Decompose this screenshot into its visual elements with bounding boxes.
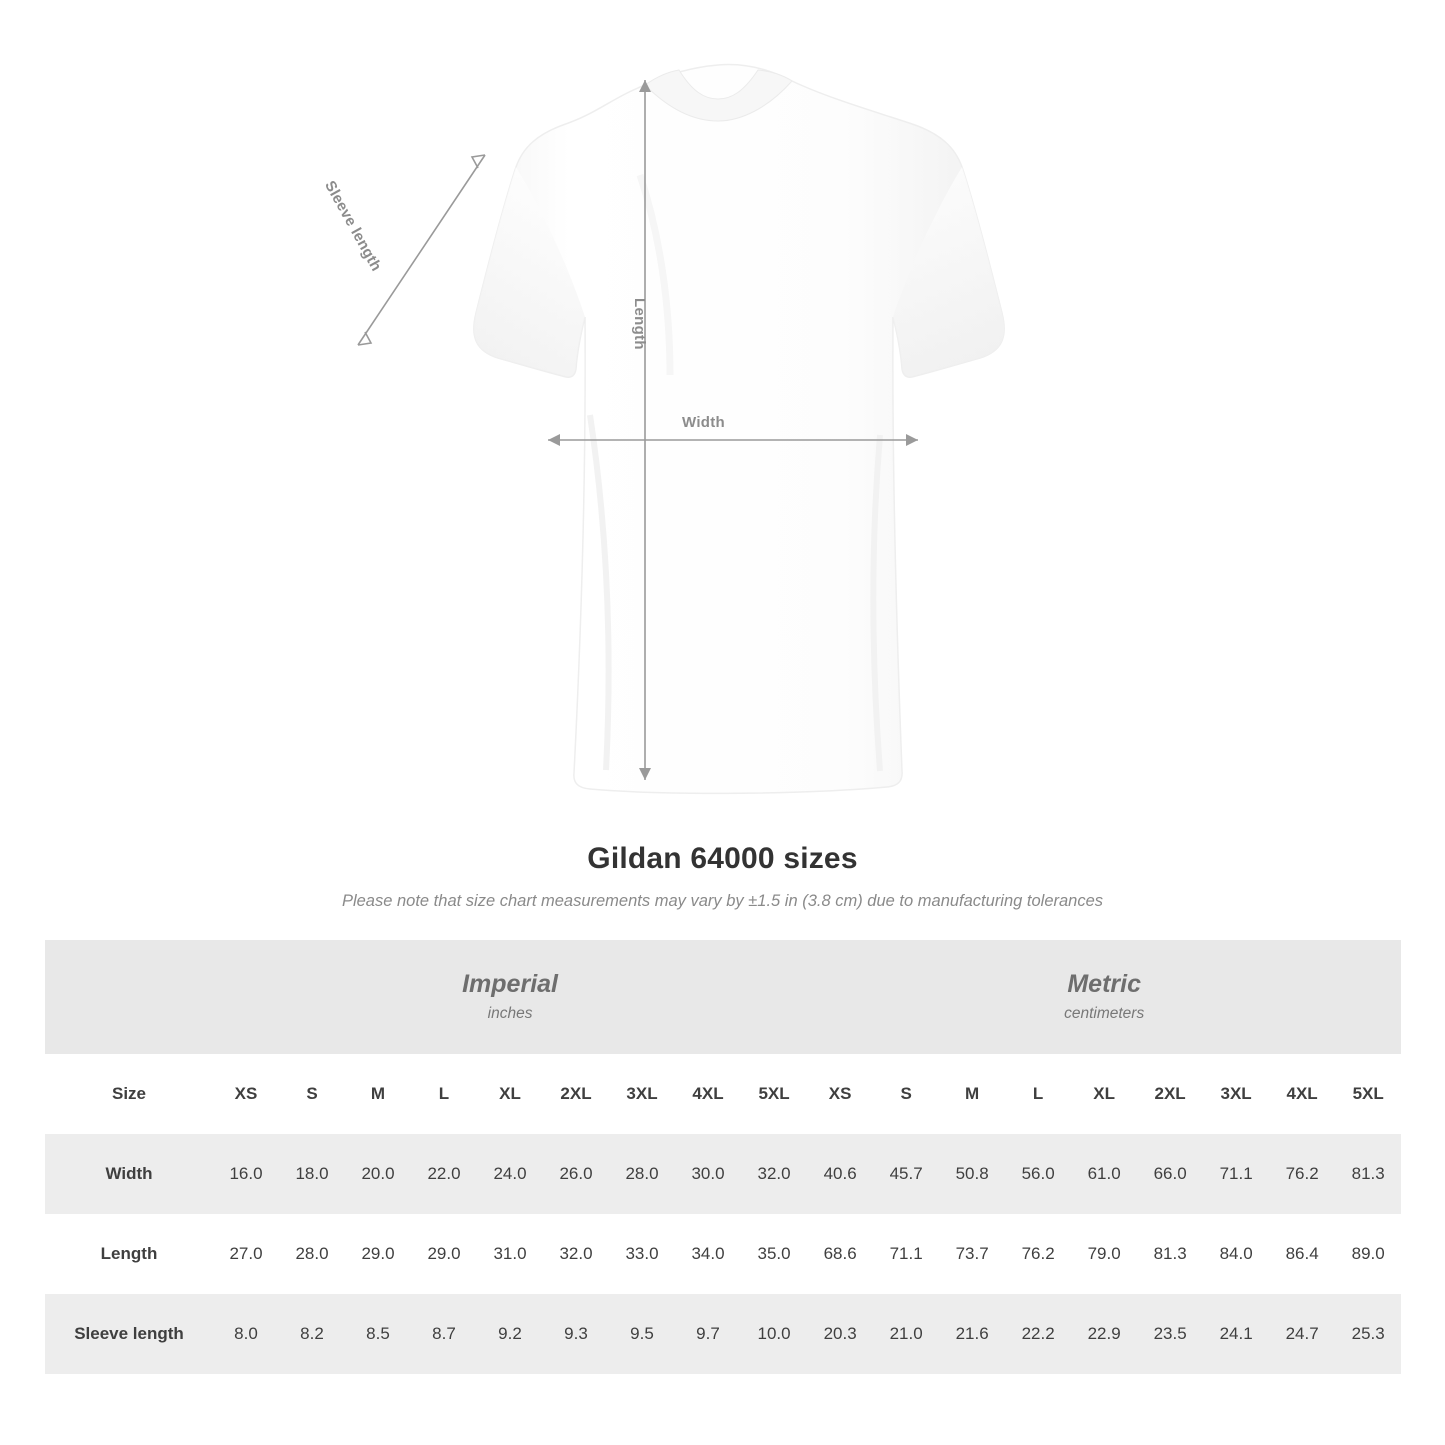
table-cell: 27.0 xyxy=(213,1214,279,1294)
table-cell: 24.1 xyxy=(1203,1294,1269,1374)
table-cell: 89.0 xyxy=(1335,1214,1401,1294)
tshirt-svg xyxy=(340,55,1100,815)
table-cell: 9.3 xyxy=(543,1294,609,1374)
table-cell: 8.5 xyxy=(345,1294,411,1374)
table-cell: 24.0 xyxy=(477,1134,543,1214)
table-cell: 86.4 xyxy=(1269,1214,1335,1294)
table-cell: 71.1 xyxy=(1203,1134,1269,1214)
table-cell: 34.0 xyxy=(675,1214,741,1294)
size-header-cell: 2XL xyxy=(543,1054,609,1134)
table-cell: 76.2 xyxy=(1005,1214,1071,1294)
table-cell: 73.7 xyxy=(939,1214,1005,1294)
size-header-cell: XS xyxy=(213,1054,279,1134)
size-header-cell: XS xyxy=(807,1054,873,1134)
size-header-row xyxy=(45,1054,1401,1134)
table-cell: 26.0 xyxy=(543,1134,609,1214)
size-header-cell: 3XL xyxy=(1203,1054,1269,1134)
page-title: Gildan 64000 sizes xyxy=(587,842,858,875)
table-row xyxy=(45,1214,1401,1294)
table-cell: 10.0 xyxy=(741,1294,807,1374)
size-table-wrapper xyxy=(45,940,1400,1374)
table-cell: 32.0 xyxy=(741,1134,807,1214)
table-cell: 81.3 xyxy=(1335,1134,1401,1214)
table-cell: 71.1 xyxy=(873,1214,939,1294)
table-cell: 66.0 xyxy=(1137,1134,1203,1214)
table-cell: 68.6 xyxy=(807,1214,873,1294)
unit-spacer-cell xyxy=(45,940,213,1054)
table-cell: 29.0 xyxy=(411,1214,477,1294)
table-cell: 50.8 xyxy=(939,1134,1005,1214)
table-cell: 21.6 xyxy=(939,1294,1005,1374)
table-cell: 9.2 xyxy=(477,1294,543,1374)
size-header-cell: S xyxy=(873,1054,939,1134)
metric-header-cell xyxy=(807,940,1401,1054)
table-cell: 16.0 xyxy=(213,1134,279,1214)
size-header-cell: XL xyxy=(477,1054,543,1134)
size-header-cell: 4XL xyxy=(675,1054,741,1134)
table-cell: 61.0 xyxy=(1071,1134,1137,1214)
title-block xyxy=(0,842,1445,911)
table-cell: 40.6 xyxy=(807,1134,873,1214)
table-row xyxy=(45,1294,1401,1374)
table-cell: 76.2 xyxy=(1269,1134,1335,1214)
table-cell: 20.0 xyxy=(345,1134,411,1214)
size-header-cell: S xyxy=(279,1054,345,1134)
width-label: Width xyxy=(682,414,726,431)
size-header-cell: 2XL xyxy=(1137,1054,1203,1134)
table-cell: 22.2 xyxy=(1005,1294,1071,1374)
metric-unit-name: Metric xyxy=(1067,969,1141,998)
metric-unit-sub: centimeters xyxy=(1064,1005,1145,1023)
table-cell: 21.0 xyxy=(873,1294,939,1374)
table-cell: 9.5 xyxy=(609,1294,675,1374)
table-cell: 8.0 xyxy=(213,1294,279,1374)
size-header-cell: 3XL xyxy=(609,1054,675,1134)
size-header-cell: 5XL xyxy=(1335,1054,1401,1134)
table-cell: 35.0 xyxy=(741,1214,807,1294)
table-row xyxy=(45,1134,1401,1214)
table-cell: 33.0 xyxy=(609,1214,675,1294)
sleeve-length-label: Sleeve length xyxy=(321,178,385,275)
row-label: Width xyxy=(45,1134,213,1214)
size-header-cell: XL xyxy=(1071,1054,1137,1134)
length-label: Length xyxy=(631,298,648,350)
table-cell: 28.0 xyxy=(609,1134,675,1214)
table-cell: 8.7 xyxy=(411,1294,477,1374)
table-cell: 20.3 xyxy=(807,1294,873,1374)
table-cell: 24.7 xyxy=(1269,1294,1335,1374)
size-table xyxy=(45,940,1401,1374)
table-cell: 22.9 xyxy=(1071,1294,1137,1374)
table-cell: 25.3 xyxy=(1335,1294,1401,1374)
size-header-cell: L xyxy=(411,1054,477,1134)
table-cell: 84.0 xyxy=(1203,1214,1269,1294)
size-header-cell: 4XL xyxy=(1269,1054,1335,1134)
size-header-cell: 5XL xyxy=(741,1054,807,1134)
table-cell: 18.0 xyxy=(279,1134,345,1214)
table-cell: 81.3 xyxy=(1137,1214,1203,1294)
size-header-cell: M xyxy=(939,1054,1005,1134)
size-header-label: Size xyxy=(45,1054,213,1134)
table-cell: 30.0 xyxy=(675,1134,741,1214)
imperial-unit-name: Imperial xyxy=(462,969,558,998)
tshirt-body-shape xyxy=(474,65,1004,794)
table-cell: 22.0 xyxy=(411,1134,477,1214)
table-cell: 32.0 xyxy=(543,1214,609,1294)
table-cell: 31.0 xyxy=(477,1214,543,1294)
table-cell: 45.7 xyxy=(873,1134,939,1214)
tolerance-note: Please note that size chart measurements may vary by ±1.5 in (3.8 cm) due to manufacturing tolerances xyxy=(341,892,1104,910)
row-label: Sleeve length xyxy=(45,1294,213,1374)
imperial-header-cell xyxy=(213,940,807,1054)
table-cell: 28.0 xyxy=(279,1214,345,1294)
size-header-cell: M xyxy=(345,1054,411,1134)
size-header-cell: L xyxy=(1005,1054,1071,1134)
table-cell: 56.0 xyxy=(1005,1134,1071,1214)
table-cell: 8.2 xyxy=(279,1294,345,1374)
row-label: Length xyxy=(45,1214,213,1294)
imperial-unit-sub: inches xyxy=(487,1005,533,1023)
unit-header-row xyxy=(45,940,1401,1054)
table-cell: 79.0 xyxy=(1071,1214,1137,1294)
table-cell: 29.0 xyxy=(345,1214,411,1294)
table-cell: 9.7 xyxy=(675,1294,741,1374)
table-cell: 23.5 xyxy=(1137,1294,1203,1374)
